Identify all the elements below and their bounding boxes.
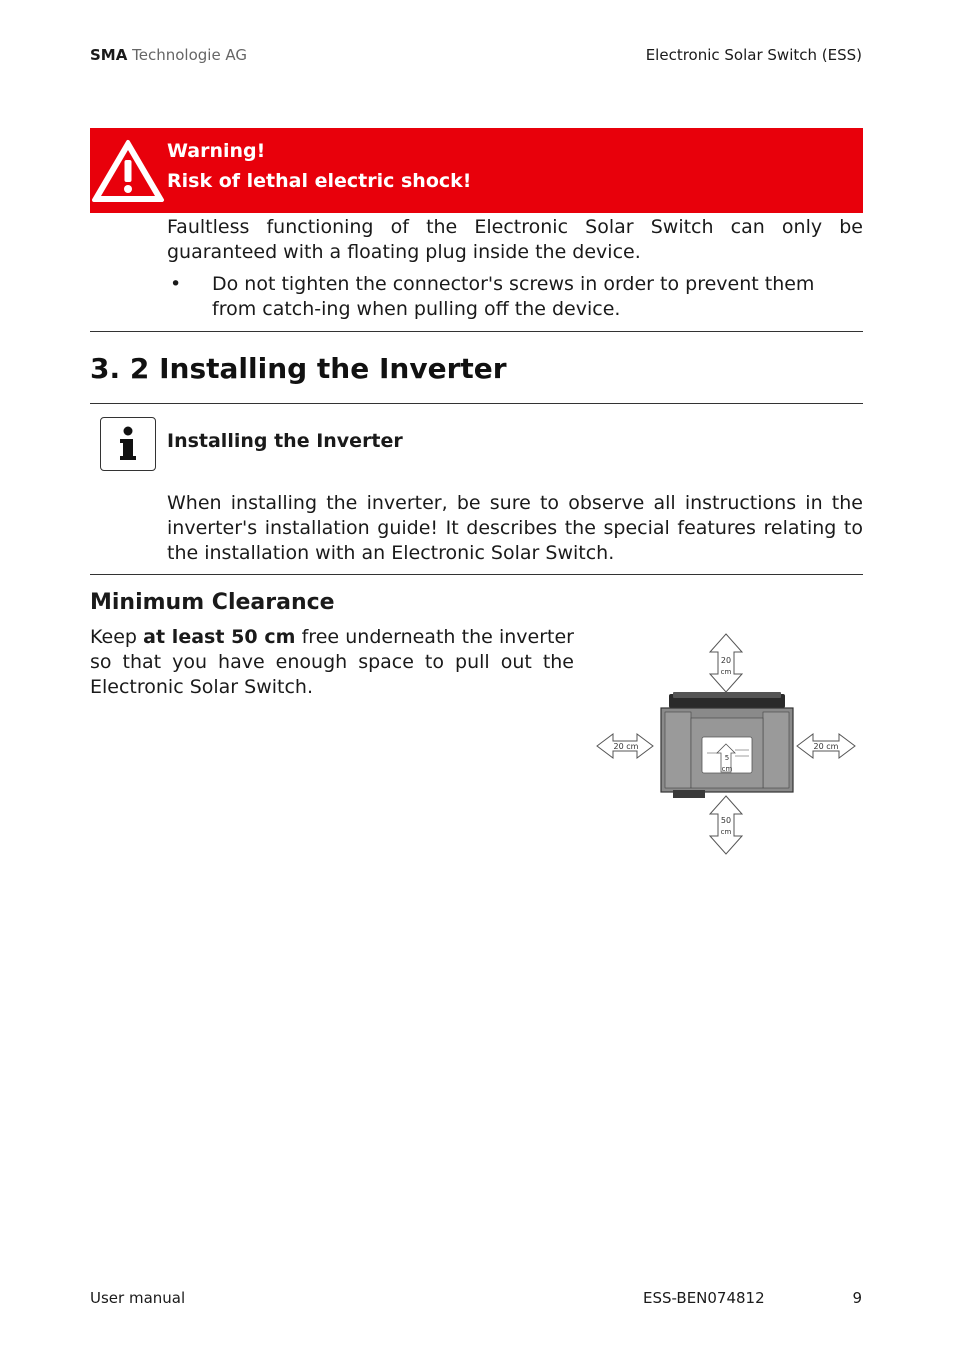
top-clearance-unit: cm (720, 668, 732, 676)
clearance-text-bold: at least 50 cm (143, 626, 296, 648)
clearance-text-start: Keep (90, 626, 144, 648)
divider (90, 331, 863, 332)
warning-title: Warning! (167, 140, 266, 162)
brand-name: SMA (90, 46, 128, 64)
section-heading: 3. 2 Installing the Inverter (90, 352, 507, 385)
company-name: Technologie AG (132, 46, 248, 64)
center-clearance-value: 5 (724, 754, 730, 762)
warning-bullet: Do not tighten the connector's screws in order to prevent them from catch-ing when pulling off the device. (212, 273, 815, 320)
top-clearance-value: 20 (720, 656, 732, 665)
subsection-heading: Minimum Clearance (90, 590, 335, 615)
divider (90, 574, 863, 575)
info-text: When installing the inverter, be sure to observe all instructions in the inverter's installation guide! It describes the special features relating to the installation with an Electronic Solar Switch. (167, 492, 863, 564)
clearance-diagram (595, 632, 857, 856)
warning-text: Faultless functioning of the Electronic Solar Switch can only be guaranteed with a floating plug inside the device. (167, 216, 863, 263)
page-header-company (90, 46, 247, 64)
warning-triangle-icon (90, 136, 166, 204)
bullet-marker: • (170, 273, 182, 295)
info-icon (100, 417, 156, 471)
left-clearance-label: 20 cm (613, 742, 639, 751)
footer-doc-type: User manual (90, 1289, 186, 1307)
clearance-text-end: free underneath the inverter so that you have enough space to pull out the Electronic Solar Switch. (90, 626, 574, 698)
info-title: Installing the Inverter (167, 430, 403, 452)
center-clearance-unit: cm (721, 765, 733, 773)
warning-subtitle: Risk of lethal electric shock! (167, 170, 472, 192)
warning-banner (90, 128, 863, 213)
page-header-title: Electronic Solar Switch (ESS) (645, 46, 862, 64)
bottom-arrow (710, 796, 742, 854)
footer-doc-id: ESS-BEN074812 (643, 1289, 765, 1307)
clearance-text (90, 625, 574, 700)
bottom-clearance-value: 50 (720, 816, 732, 825)
bottom-clearance-unit: cm (720, 828, 732, 836)
page-number: 9 (852, 1289, 862, 1307)
right-clearance-label: 20 cm (813, 742, 839, 751)
divider (90, 403, 863, 404)
